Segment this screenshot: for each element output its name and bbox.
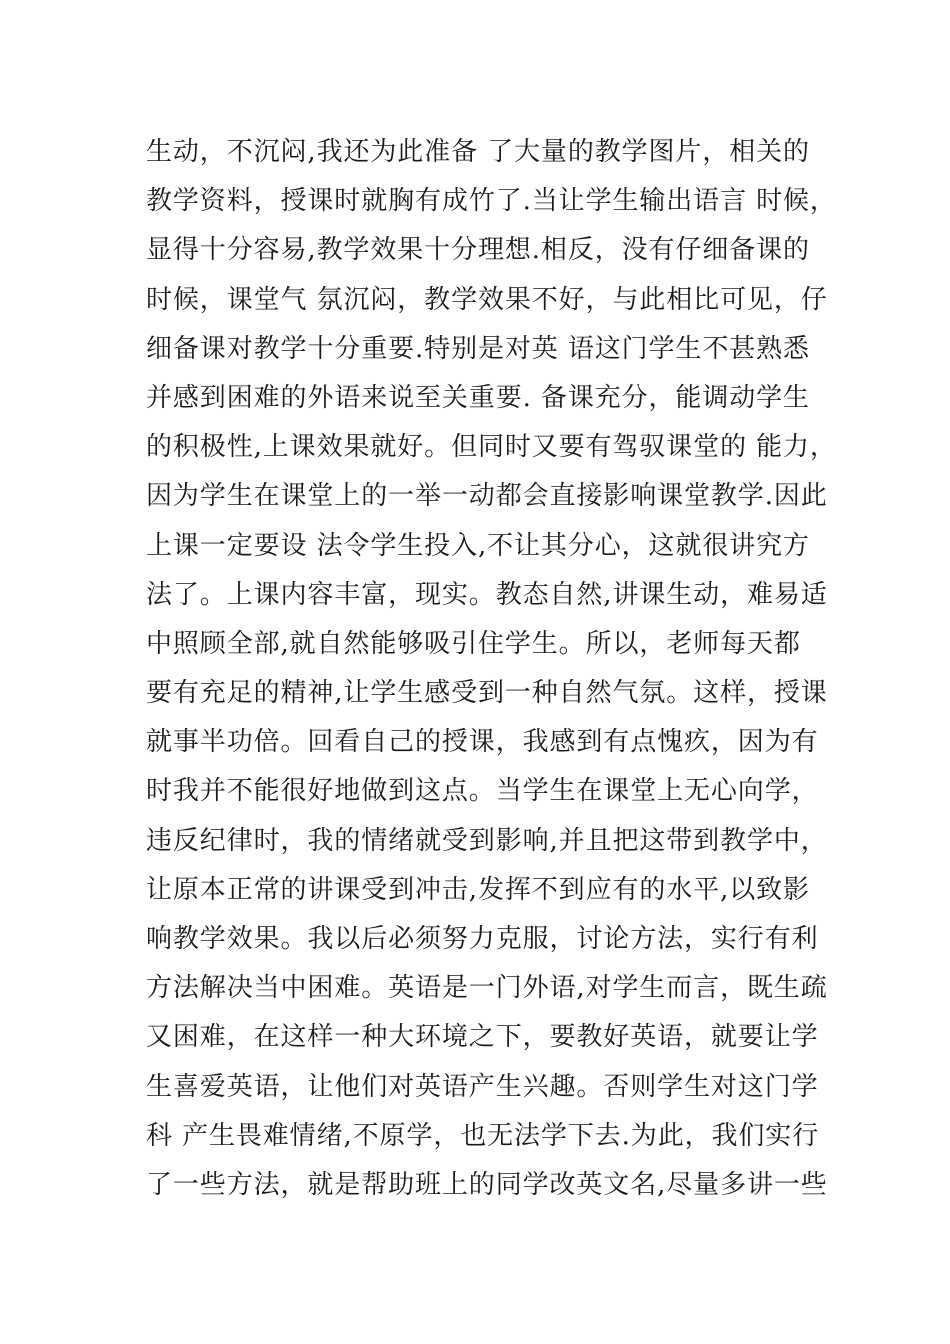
- text-line-17: 响教学效果。我以后必须努力克服，讨论方法，实行有利: [146, 924, 819, 954]
- text-line-14: 时我并不能很好地做到这点。当学生在课堂上无心向学，: [146, 776, 819, 807]
- text-line-20: 生喜爱英语，让他们对英语产生兴趣。否则学生对这门学: [146, 1071, 819, 1102]
- text-line-21: 科 产生畏难情绪,不原学，也无法学下去.为此，我们实行: [146, 1120, 820, 1151]
- text-line-10: 法了。上课内容丰富，现实。教态自然,讲课生动，难易适: [146, 579, 828, 610]
- text-line-3: 显得十分容易,教学效果十分理想.相反，没有仔细备课的: [146, 235, 810, 266]
- text-line-2: 教学资料，授课时就胸有成竹了.当让学生输出语言 时候，: [146, 186, 837, 217]
- text-line-8: 因为学生在课堂上的一举一动都会直接影响课堂教学.因此: [146, 481, 828, 512]
- text-line-12: 要有充足的精神,让学生感受到一种自然气氛。这样，授课: [146, 678, 828, 709]
- text-line-9: 上课一定要设 法令学生投入,不让其分心，这就很讲究方: [146, 530, 810, 561]
- text-line-7: 的积极性,上课效果就好。但同时又要有驾驭课堂的 能力，: [146, 432, 837, 463]
- text-line-18: 方法解决当中困难。英语是一门外语,对学生而言，既生疏: [146, 973, 828, 1004]
- text-line-13: 就事半功倍。回看自己的授课，我感到有点愧疚，因为有: [146, 727, 819, 758]
- text-line-6: 并感到困难的外语来说至关重要. 备课充分，能调动学生: [146, 382, 810, 413]
- text-line-19: 又困难，在这样一种大环境之下，要教好英语，就要让学: [146, 1022, 819, 1053]
- text-line-15: 违反纪律时，我的情绪就受到影响,并且把这带到教学中，: [146, 825, 828, 856]
- text-line-16: 让原本正常的讲课受到冲击,发挥不到应有的水平,以致影: [146, 874, 810, 905]
- text-line-4: 时候，课堂气 氛沉闷，教学效果不好，与此相比可见，仔: [146, 284, 828, 315]
- text-line-11: 中照顾全部,就自然能够吸引住学生。所以，老师每天都: [146, 628, 801, 659]
- body-text: [146, 128, 846, 1210]
- text-line-1: 生动，不沉闷,我还为此准备 了大量的教学图片，相关的: [146, 137, 810, 167]
- text-line-5: 细备课对教学十分重要.特别是对英 语这门学生不甚熟悉: [146, 333, 810, 364]
- text-line-22: 了一些方法，就是帮助班上的同学改英文名,尽量多讲一些: [146, 1169, 828, 1200]
